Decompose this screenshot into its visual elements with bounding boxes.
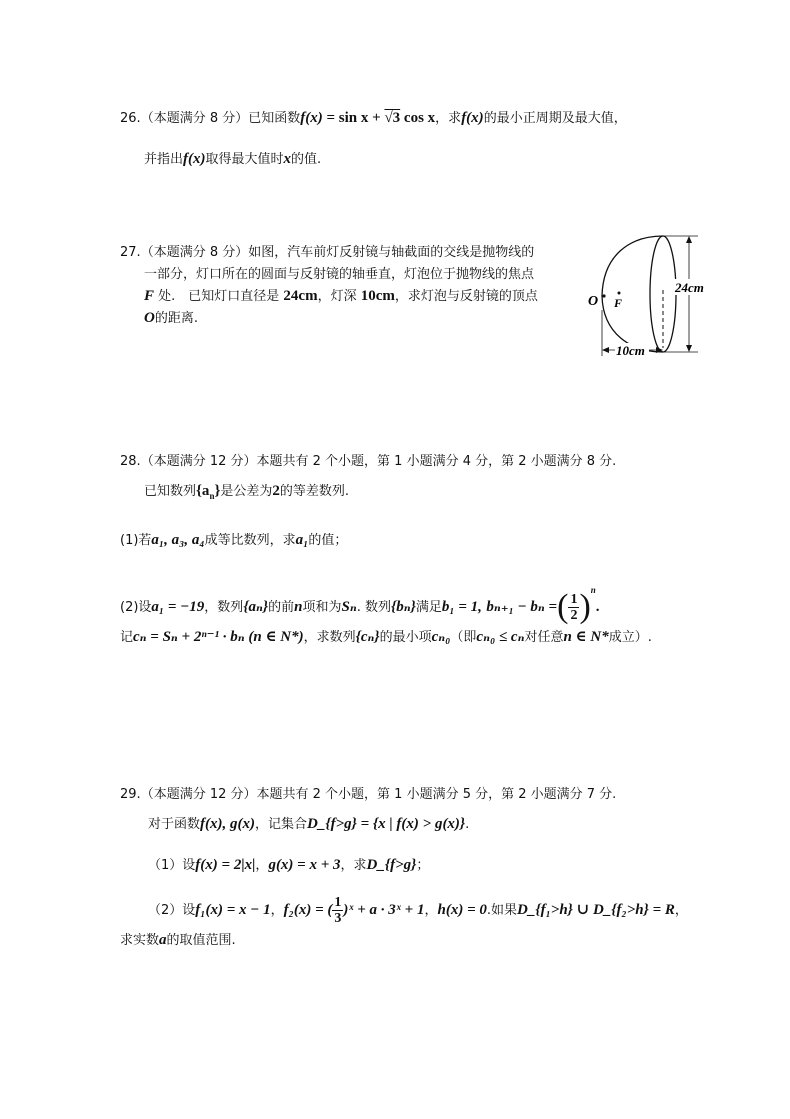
problem-29-line-3 bbox=[120, 930, 236, 951]
vertex-label: O bbox=[588, 294, 599, 309]
problem-text: 的距离. bbox=[154, 311, 198, 326]
math-expression: n bbox=[294, 599, 303, 615]
problem-29-q1 bbox=[148, 855, 429, 876]
problem-text: 对任意 bbox=[524, 630, 564, 645]
problem-text: 记 bbox=[120, 630, 134, 645]
problem-text: (2)设 bbox=[120, 600, 152, 615]
problem-text: (1)若 bbox=[120, 533, 152, 548]
math-expression: {bₙ} bbox=[391, 599, 416, 615]
problem-28-q2: (2)设a₁ = −19，数列{aₙ}的前n项和为Sₙ. 数列{bₙ}满足b₁ = 1, bₙ₊₁ − bₙ =( $\frac{1}{2}$ )$^n$. bbox=[120, 585, 600, 625]
problem-text: 的前 bbox=[268, 600, 295, 615]
problem-text: 对于函数 bbox=[148, 817, 201, 832]
problem-text: . 数列 bbox=[356, 600, 391, 615]
problem-text: 的最小项 bbox=[379, 630, 432, 645]
math-expression: f(x) bbox=[300, 110, 323, 126]
math-expression: f₁(x) = x − 1 bbox=[195, 902, 271, 918]
math-expression: cₙ₀ ≤ cₙ bbox=[476, 629, 525, 645]
problem-text: 的等差数列. bbox=[279, 484, 350, 499]
math-expression: cₙ₀ bbox=[431, 629, 451, 645]
math-expression: a₁ = −19 bbox=[151, 599, 205, 615]
problem-text: ，数列 bbox=[204, 600, 244, 615]
math-expression: f(x), g(x) bbox=[200, 816, 255, 832]
depth-label: 10cm bbox=[616, 343, 645, 358]
math-expression: F bbox=[144, 288, 155, 304]
problem-text: （本题满分 8 分）如图，汽车前灯反射镜与轴截面的交线是抛物线的 bbox=[140, 245, 535, 260]
math-expression: f(x) = 2|x| bbox=[195, 857, 256, 873]
problem-text: 一部分，灯口所在的圆面与反射镜的轴垂直，灯泡位于抛物线的焦点 bbox=[144, 267, 535, 282]
math-expression: a₁ bbox=[295, 532, 309, 548]
focus-label: F bbox=[614, 296, 623, 310]
problem-text: 成等比数列，求 bbox=[204, 533, 296, 548]
problem-text: （本题满分 12 分）本题共有 2 个小题，第 1 小题满分 5 分，第 2 小题满分 7 分. bbox=[140, 787, 617, 802]
problem-number: 27. bbox=[120, 245, 141, 260]
math-expression: 24cm bbox=[283, 288, 318, 304]
math-expression: O bbox=[144, 310, 155, 326]
problem-text: （即 bbox=[450, 630, 477, 645]
math-expression: √3 bbox=[384, 110, 401, 126]
headlight-figure bbox=[585, 230, 720, 360]
problem-text: ，求 bbox=[435, 111, 462, 126]
arrow-down-icon bbox=[686, 345, 692, 352]
problem-text: 求实数 bbox=[120, 933, 160, 948]
problem-text: 的值； bbox=[308, 533, 348, 548]
problem-text: （本题满分 12 分）本题共有 2 个小题，第 1 小题满分 4 分，第 2 小题满分 8 分. bbox=[140, 454, 617, 469]
problem-28-line-2 bbox=[144, 481, 349, 506]
problem-text: 的取值范围. bbox=[166, 933, 236, 948]
problem-number: 28. bbox=[120, 454, 141, 469]
math-expression: x bbox=[283, 151, 292, 167]
problem-text: ， bbox=[424, 903, 438, 918]
problem-text: .如果 bbox=[486, 903, 518, 918]
problem-text: ，记集合 bbox=[255, 817, 308, 832]
problem-text: ，求数列 bbox=[303, 630, 356, 645]
math-expression: h(x) = 0 bbox=[437, 902, 487, 918]
problem-29-q2 bbox=[148, 893, 688, 928]
problem-27-line-1 bbox=[120, 242, 534, 263]
math-expression: a₁, a₃, a₄ bbox=[151, 532, 205, 548]
problem-text: 成立）. bbox=[608, 630, 652, 645]
math-expression: cₙ = Sₙ + 2ⁿ⁻¹ · bₙ (n ∈ N*) bbox=[133, 629, 304, 645]
problem-text: 是公差为 bbox=[220, 484, 273, 499]
math-expression: 10cm bbox=[360, 288, 395, 304]
problem-text: ，求 bbox=[340, 858, 367, 873]
math-expression: $\{a_n\}$ bbox=[196, 483, 221, 501]
problem-number: 29. bbox=[120, 787, 141, 802]
math-expression: {aₙ} bbox=[243, 599, 269, 615]
math-expression: Sₙ bbox=[341, 599, 357, 615]
fraction-one-third: $\frac{1}{3}$ bbox=[334, 894, 342, 926]
problem-text: 的值. bbox=[291, 152, 322, 167]
problem-28-q1 bbox=[120, 530, 347, 551]
math-expression: b₁ = 1, bbox=[441, 599, 482, 615]
diameter-label: 24cm bbox=[675, 280, 704, 295]
math-expression: 2 bbox=[272, 483, 280, 499]
arrow-up-icon bbox=[686, 236, 692, 243]
problem-27-line-2 bbox=[144, 264, 534, 285]
problem-text: 取得最大值时 bbox=[205, 152, 284, 167]
fraction-one-half: $\frac{1}{2}$ bbox=[570, 591, 578, 623]
problem-text: 项和为 bbox=[302, 600, 342, 615]
problem-text: 并指出 bbox=[144, 152, 184, 167]
problem-29-line-2 bbox=[148, 814, 469, 835]
problem-text: （2）设 bbox=[148, 903, 196, 918]
problem-28-line-1 bbox=[120, 451, 616, 472]
math-expression: g(x) = x + 3 bbox=[268, 857, 341, 873]
math-expression: D_{f₁>h} ∪ D_{f₂>h} = R bbox=[517, 902, 675, 918]
problem-text: 满足 bbox=[415, 600, 442, 615]
problem-26-line-2 bbox=[144, 149, 321, 170]
problem-text: ， bbox=[674, 903, 688, 918]
problem-text: 已知数列 bbox=[144, 484, 197, 499]
problem-29-line-1 bbox=[120, 784, 616, 805]
problem-26-line-1 bbox=[120, 108, 627, 129]
problem-text: （本题满分 8 分）已知函数 bbox=[140, 111, 301, 126]
vertex-point bbox=[602, 294, 605, 297]
problem-number: 26. bbox=[120, 111, 141, 126]
math-expression: a bbox=[159, 932, 167, 948]
math-expression: f₂(x) = ( bbox=[283, 902, 333, 918]
arrow-left-icon bbox=[602, 347, 609, 353]
math-expression: bₙ₊₁ − bₙ = bbox=[486, 599, 558, 615]
problem-text: 的最小正周期及最大值， bbox=[483, 111, 627, 126]
problem-text: ， bbox=[270, 903, 284, 918]
problem-text: ， bbox=[255, 858, 269, 873]
math-expression: )ˣ + a · 3ˣ + 1 bbox=[343, 902, 425, 918]
focus-point bbox=[618, 292, 621, 295]
math-expression: = sin x + bbox=[322, 110, 385, 126]
problem-text: （1）设 bbox=[148, 858, 196, 873]
problem-27-line-3 bbox=[144, 286, 538, 307]
math-expression: cos x bbox=[400, 110, 436, 126]
math-expression: {cₙ} bbox=[355, 629, 380, 645]
problem-text: 处. 已知灯口直径是 bbox=[154, 289, 284, 304]
problem-text: ； bbox=[416, 858, 430, 873]
math-expression: D_{f>g} bbox=[366, 857, 417, 873]
problem-text: ，求灯泡与反射镜的顶点 bbox=[394, 289, 538, 304]
math-expression: D_{f>g} = {x | f(x) > g(x)} bbox=[307, 816, 466, 832]
math-expression: f(x) bbox=[183, 151, 206, 167]
problem-28-q3 bbox=[120, 627, 652, 648]
math-expression: n ∈ N* bbox=[563, 629, 609, 645]
math-expression: f(x) bbox=[461, 110, 484, 126]
problem-text: ，灯深 bbox=[317, 289, 361, 304]
problem-text: . bbox=[465, 817, 470, 832]
problem-27-line-4 bbox=[144, 308, 198, 329]
